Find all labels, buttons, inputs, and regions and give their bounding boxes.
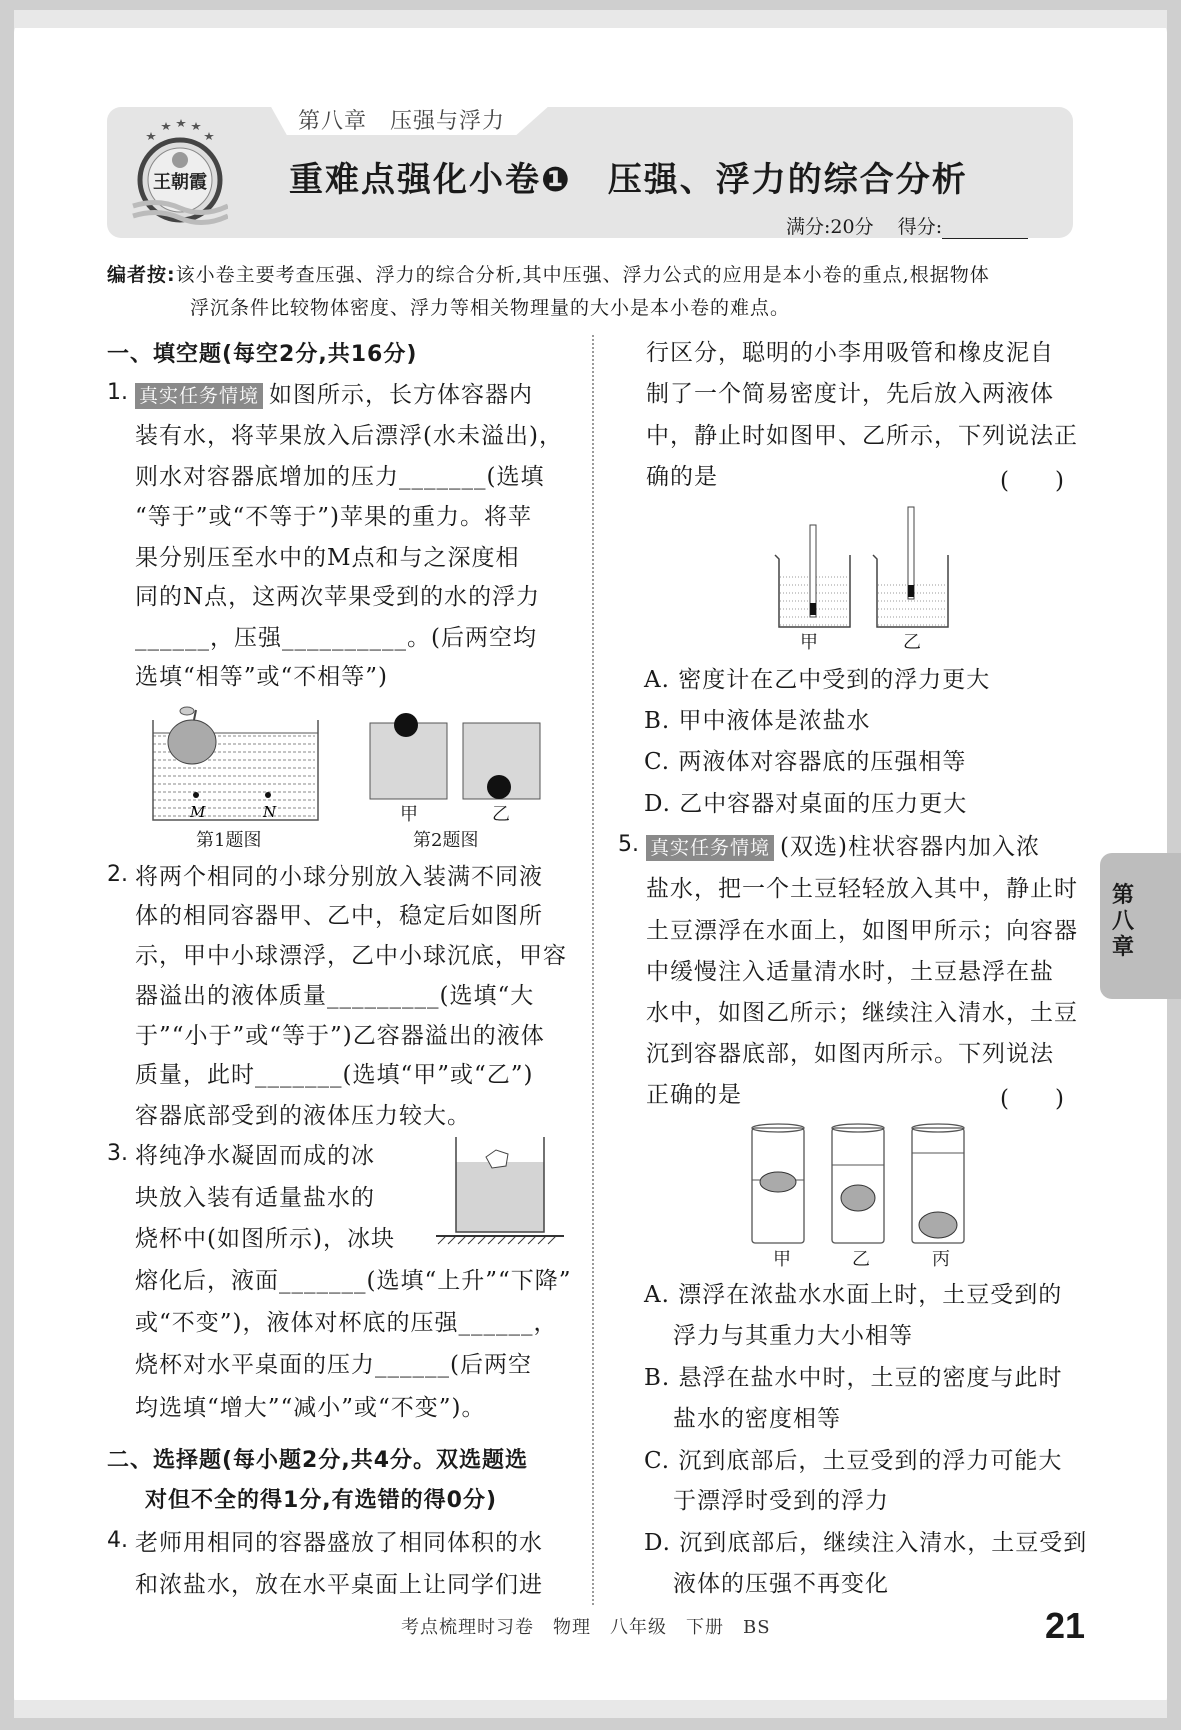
figure-4-label-a: 甲: [800, 632, 818, 653]
figure-5-label-a: 甲: [773, 1249, 791, 1270]
question-1-line: ______，压强__________。(后两空均: [135, 625, 537, 651]
question-4-line: 确的是: [646, 464, 718, 490]
question-5-option: C. 沉到底部后，土豆受到的浮力可能大: [644, 1448, 1063, 1474]
answer-parentheses: ( ): [1000, 468, 1064, 494]
editor-note-label: 编者按:: [107, 264, 176, 286]
label-n: N: [263, 803, 277, 821]
question-2-line: 体的相同容器甲、乙中，稳定后如图所: [135, 903, 543, 929]
svg-text:王朝霞: 王朝霞: [153, 172, 207, 193]
question-4-line: 老师用相同的容器盛放了相同体积的水: [135, 1530, 543, 1556]
column-divider: [592, 335, 594, 1605]
full-score: 满分:20分: [786, 216, 874, 238]
question-3-line: 均选填“增大”“减小”或“不变”)。: [135, 1395, 486, 1421]
section-1-heading: 一、填空题(每空2分,共16分): [107, 342, 418, 367]
scenario-badge: 真实任务情境: [135, 383, 263, 409]
question-text: 如图所示，长方体容器内: [269, 382, 534, 408]
chapter-side-tab[interactable]: [1100, 853, 1181, 999]
question-5-option: A. 漂浮在浓盐水水面上时，土豆受到的: [644, 1282, 1063, 1308]
publisher-logo: [128, 118, 228, 228]
question-3-number: 3.: [107, 1141, 128, 1166]
question-1-line: 同的N点，这两次苹果受到的水的浮力: [135, 584, 541, 610]
question-5-line: 盐水，把一个土豆轻轻放入其中，静止时: [646, 876, 1078, 902]
figure-2-label-a: 甲: [400, 804, 418, 825]
question-4-line: 和浓盐水，放在水平桌面上让同学们进: [135, 1572, 543, 1598]
question-4-line: 中，静止时如图甲、乙所示，下列说法正: [646, 423, 1078, 449]
question-5-option: B. 悬浮在盐水中时，土豆的密度与此时: [644, 1365, 1063, 1391]
editor-note-line1: [107, 260, 990, 287]
question-5-option-cont: 浮力与其重力大小相等: [673, 1323, 913, 1349]
question-3-line: 烧杯中(如图所示)，冰块: [135, 1226, 395, 1252]
question-5-line: 水中，如图乙所示；继续注入清水，土豆: [646, 1000, 1078, 1026]
question-1-line: 装有水，将苹果放入后漂浮(水未溢出)，: [135, 423, 563, 449]
question-1-line: “等于”或“不等于”)苹果的重力。将苹: [135, 504, 533, 530]
question-4-option: D. 乙中容器对桌面的压力更大: [644, 791, 968, 817]
question-1-line: 则水对容器底增加的压力_______(选填: [135, 464, 545, 490]
question-2-line: 于”“小于”或“等于”)乙容器溢出的液体: [135, 1023, 545, 1049]
question-2-line: 器溢出的液体质量_________(选填“大: [135, 983, 535, 1009]
figure-5-label-c: 丙: [932, 1249, 950, 1270]
question-3-line: 将纯净水凝固而成的冰: [135, 1143, 375, 1169]
question-5-option-cont: 液体的压强不再变化: [673, 1571, 889, 1597]
question-5-option-cont: 于漂浮时受到的浮力: [673, 1488, 889, 1514]
question-2-number: 2.: [107, 862, 128, 887]
section-2-heading-cont: 对但不全的得1分,有选错的得0分): [145, 1488, 498, 1513]
figure-4-label-b: 乙: [903, 632, 921, 653]
question-2-line: 示，甲中小球漂浮，乙中小球沉底，甲容: [135, 943, 567, 969]
question-1-line: [135, 380, 533, 410]
editor-note-line2: 浮沉条件比较物体密度、浮力等相关物理量的大小是本小卷的难点。: [190, 297, 791, 319]
question-5-option: D. 沉到底部后，继续注入清水，土豆受到: [644, 1530, 1088, 1556]
question-5-line: 土豆漂浮在水面上，如图甲所示；向容器: [646, 918, 1078, 944]
question-5-line: 正确的是: [646, 1082, 742, 1108]
figure-2-caption: 第2题图: [413, 830, 479, 851]
question-2-line: 质量，此时_______(选填“甲”或“乙”): [135, 1062, 534, 1088]
figure-5-label-b: 乙: [852, 1249, 870, 1270]
question-2-line: 容器底部受到的液体压力较大。: [135, 1103, 471, 1129]
question-4-option: A. 密度计在乙中受到的浮力更大: [644, 667, 991, 693]
figure-2-balls: [368, 705, 548, 825]
question-4-line: 制了一个简易密度计，先后放入两液体: [646, 381, 1054, 407]
scenario-badge: 真实任务情境: [646, 835, 774, 861]
footer-text: 考点梳理时习卷 物理 八年级 下册 BS: [401, 1617, 771, 1638]
question-5-option-cont: 盐水的密度相等: [673, 1406, 841, 1432]
score-line: [786, 212, 1028, 239]
chapter-label: 第八章 压强与浮力: [298, 109, 506, 134]
question-3-line: 或“不变”)，液体对杯底的压强______，: [135, 1310, 558, 1336]
score-label: 得分:: [897, 216, 943, 238]
question-2-line: 将两个相同的小球分别放入装满不同液: [135, 864, 543, 890]
question-5-line: 中缓慢注入适量清水时，土豆悬浮在盐: [646, 959, 1054, 985]
question-4-number: 4.: [107, 1528, 128, 1553]
question-3-line: 熔化后，液面_______(选填“上升”“下降”: [135, 1268, 572, 1294]
question-4-option: B. 甲中液体是浓盐水: [644, 708, 871, 734]
label-m: M: [190, 803, 206, 821]
page-title: 重难点强化小卷❶ 压强、浮力的综合分析: [289, 160, 968, 200]
page-number: 21: [1045, 1605, 1086, 1646]
question-3-line: 烧杯对水平桌面的压力______(后两空: [135, 1352, 532, 1378]
figure-1-apple-container: [150, 700, 325, 825]
section-2-heading: 二、选择题(每小题2分,共4分。双选题选: [107, 1448, 529, 1473]
question-1-line: 果分别压至水中的M点和与之深度相: [135, 545, 520, 571]
question-5-number: 5.: [618, 832, 639, 857]
question-5-line: 沉到容器底部，如图丙所示。下列说法: [646, 1041, 1054, 1067]
question-3-line: 块放入装有适量盐水的: [135, 1185, 375, 1211]
question-4-line: 行区分，聪明的小李用吸管和橡皮泥自: [646, 340, 1054, 366]
question-5-line: [646, 832, 1040, 862]
question-4-option: C. 两液体对容器底的压强相等: [644, 749, 967, 775]
figure-3-ice-beaker: [436, 1132, 566, 1250]
answer-parentheses: ( ): [1000, 1086, 1064, 1112]
figure-4-hydrometers: [770, 505, 960, 630]
question-text: (双选)柱状容器内加入浓: [780, 834, 1040, 860]
figure-5-potatoes: [748, 1120, 978, 1250]
score-blank[interactable]: [942, 220, 1028, 239]
side-tab-label: 第八章: [1112, 883, 1135, 960]
question-1-line: 选填“相等”或“不相等”): [135, 664, 389, 690]
question-1-number: 1.: [107, 380, 128, 405]
figure-2-label-b: 乙: [492, 804, 510, 825]
figure-1-caption: 第1题图: [196, 830, 262, 851]
editor-note-text: 该小卷主要考查压强、浮力的综合分析,其中压强、浮力公式的应用是本小卷的重点,根据物体: [175, 264, 990, 286]
